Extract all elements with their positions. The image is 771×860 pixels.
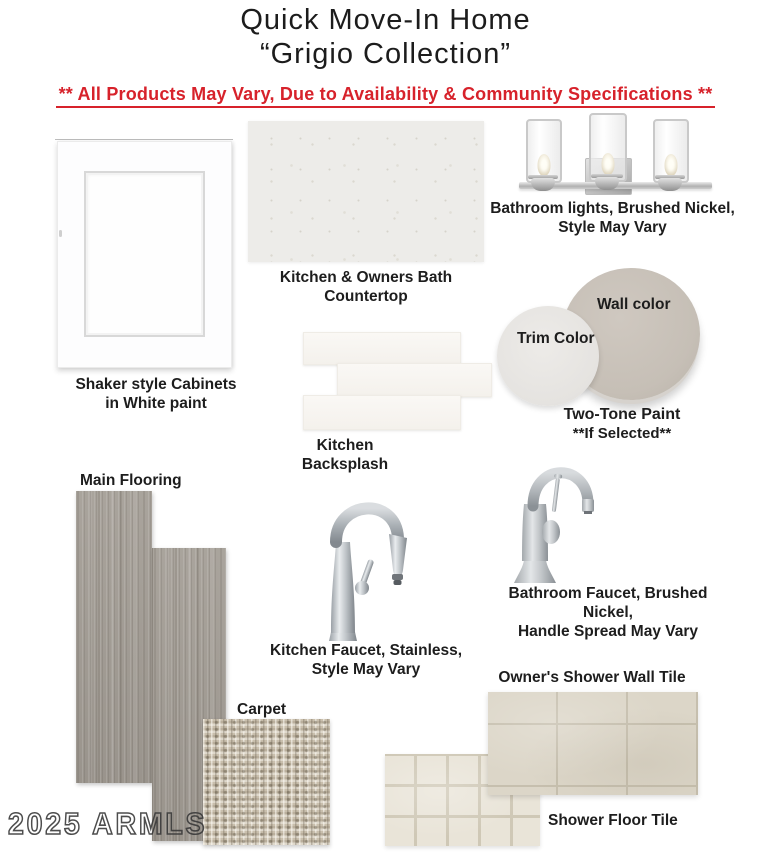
cabinet-label-line2: in White paint: [105, 395, 207, 412]
carpet-swatch: [203, 719, 330, 845]
cabinet-label: [36, 375, 276, 413]
bathroom-lights-label-line1: Bathroom lights, Brushed Nickel,: [490, 200, 735, 217]
two-tone-caption-line1: Two-Tone Paint: [563, 406, 681, 423]
trim-color-swatch: [497, 306, 599, 406]
glass-shade-icon: [526, 119, 562, 183]
bulb-icon: [602, 153, 615, 175]
page-title-line2: “Grigio Collection”: [259, 38, 512, 70]
availability-warning-text: ** All Products May Vary, Due to Availability & Community Specifications **: [56, 84, 716, 108]
backsplash-tile-row3: [303, 395, 461, 430]
page-title-line1: Quick Move-In Home: [240, 4, 531, 36]
countertop-label-line2: Countertop: [324, 288, 408, 305]
armls-watermark: 2025 ARMLS: [8, 806, 208, 841]
countertop-label: [246, 268, 486, 306]
lamp-socket: [595, 177, 619, 190]
bathroom-faucet-image: [505, 450, 600, 585]
kitchen-faucet-image: [318, 490, 418, 642]
glass-shade-icon: [589, 113, 627, 182]
backsplash-label: [265, 436, 425, 474]
kitchen-faucet-label-line2: Style May Vary: [311, 661, 421, 678]
kitchen-faucet-label-line1: Kitchen Faucet, Stainless,: [269, 642, 463, 659]
bathroom-faucet-label-line2: Handle Spread May Vary: [517, 623, 699, 640]
bathroom-faucet-label: [483, 584, 733, 641]
two-tone-caption-line2: **If Selected**: [572, 425, 672, 442]
shower-floor-tile-label: Shower Floor Tile: [548, 812, 678, 829]
lamp-socket: [531, 178, 555, 191]
backsplash-tile-row1: [303, 332, 461, 365]
bathroom-lights-label-line2: Style May Vary: [558, 219, 667, 236]
shower-wall-tile-label: Owner's Shower Wall Tile: [498, 669, 686, 686]
wall-color-label: Wall color: [597, 296, 671, 313]
bathroom-faucet-label-line1: Bathroom Faucet, Brushed Nickel,: [508, 585, 708, 621]
light-lamp-left: [524, 119, 562, 189]
availability-warning: [0, 84, 771, 108]
backsplash-label-line1: Kitchen: [316, 437, 374, 454]
cabinet-hinge-mark: [59, 230, 62, 237]
backsplash-label-line2: Backsplash: [301, 456, 389, 473]
bathroom-lights-label: [490, 199, 735, 237]
lamp-socket: [658, 178, 682, 191]
cabinet-photo-edge: [55, 139, 233, 140]
trim-color-label: Trim Color: [517, 330, 595, 347]
bulb-icon: [538, 154, 551, 176]
carpet-label: Carpet: [237, 701, 287, 718]
two-tone-paint-caption: [512, 405, 732, 443]
light-lamp-center: [587, 113, 627, 191]
countertop-label-line1: Kitchen & Owners Bath: [279, 269, 453, 286]
shower-wall-tile-swatch: [488, 692, 698, 795]
kitchen-faucet-icon: [318, 490, 418, 642]
cabinet-door-panel: [84, 171, 205, 337]
flooring-plank-1: [76, 491, 152, 783]
main-flooring-label: Main Flooring: [80, 472, 182, 489]
cabinet-label-line1: Shaker style Cabinets: [75, 376, 237, 393]
cabinet-door-image: [57, 141, 232, 368]
countertop-swatch: [248, 121, 484, 262]
bathroom-faucet-icon: [505, 450, 600, 585]
light-lamp-right: [651, 119, 689, 189]
bulb-icon: [665, 154, 678, 176]
kitchen-faucet-label: [256, 641, 476, 679]
glass-shade-icon: [653, 119, 689, 183]
bathroom-lights-image: [518, 112, 714, 196]
backsplash-tile-row2: [337, 363, 492, 397]
